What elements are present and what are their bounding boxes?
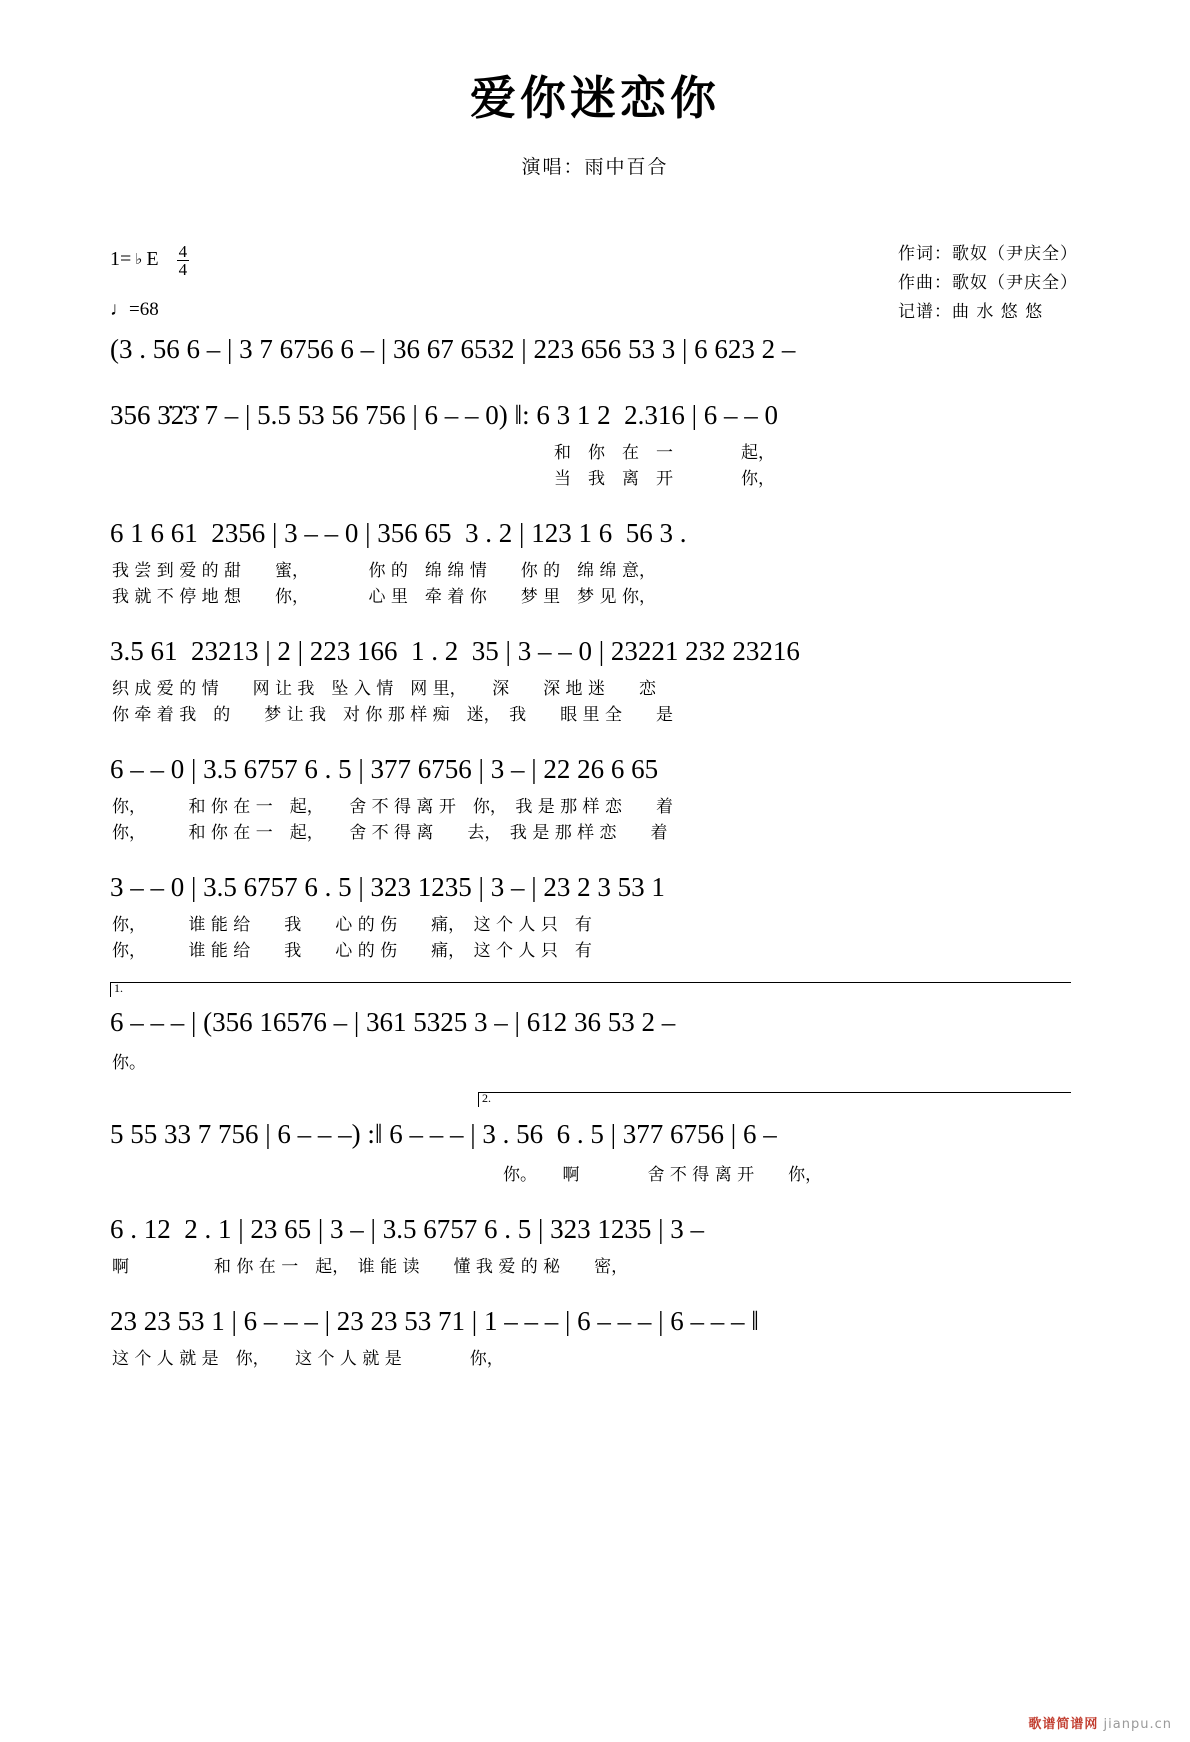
lyric-line-2: 你 牵 着 我 的 梦 让 我 对 你 那 样 痴 迷， 我 眼 里 全 是: [112, 705, 673, 725]
time-signature: [177, 243, 190, 278]
notation-line: 23 23 53 1 | 6 – – – | 23 23 53 71 | 1 – – – | 6 – – – | 6 – – – ‖: [110, 1305, 759, 1336]
music-system-8: [0, 1092, 1190, 1204]
lyric-line-1: 你， 和 你 在 一 起， 舍 不 得 离 开 你， 我 是 那 样 恋 着: [112, 797, 673, 817]
key-tempo-block: [110, 242, 189, 321]
music-system-3: [0, 508, 1190, 626]
credit-transcriber: 记谱：曲 水 悠 悠: [898, 302, 1044, 323]
singer-line: 演唱：雨中百合: [521, 156, 669, 178]
notation-line: 6 . 12 2 . 1 | 23 65 | 3 – | 3.5 6757 6 . 5 | 323 1235 | 3 –: [110, 1213, 705, 1244]
watermark-text: 歌谱简谱网: [1028, 1717, 1099, 1732]
notation-line: 6 1 6 61 2356 | 3 – – 0 | 356 65 3 . 2 | 123 1 6 56 3 .: [110, 517, 687, 548]
volta-label-1: 1.: [114, 981, 123, 995]
credits-block: [898, 240, 1078, 328]
system-spacer: [110, 610, 1080, 626]
lyric-line-2: 当 我 离 开 你，: [112, 469, 775, 489]
credit-lyricist: 作词：歌奴（尹庆全）: [898, 244, 1078, 264]
notation-line: (3 . 56 6 – | 3 7 6756 6 – | 36 67 6532 | 223 656 53 3 | 6 623 2 –: [110, 333, 796, 364]
lyric-line-1: 这 个 人 就 是 你， 这 个 人 就 是 你，: [112, 1349, 504, 1369]
music-system-6: [0, 862, 1190, 980]
notation-line: 3 – – 0 | 3.5 6757 6 . 5 | 323 1235 | 3 – | 23 2 3 53 1: [110, 871, 665, 902]
volta-bracket-1: [110, 982, 1071, 997]
watermark: [1028, 1713, 1172, 1732]
credit-composer: 作曲：歌奴（尹庆全）: [898, 273, 1078, 294]
page-title: 爱你迷恋你: [470, 71, 720, 125]
flat-icon: ♭: [135, 252, 143, 268]
music-system-1: [0, 324, 1190, 390]
music-system-7: [0, 980, 1190, 1092]
lyric-line-2: 你， 谁 能 给 我 心 的 伤 痛， 这 个 人 只 有: [112, 941, 592, 961]
system-spacer: [110, 374, 1080, 390]
time-signature-numerator: 4: [178, 242, 188, 261]
notation-line: 5 55 33 7 756 | 6 – – –) :‖ 6 – – – | 3 . 56 6 . 5 | 377 6756 | 6 –: [110, 1118, 777, 1149]
time-signature-denominator: 4: [178, 260, 188, 279]
music-system-5: [0, 744, 1190, 862]
volta-bracket-2: [478, 1092, 1071, 1107]
notation-line: 6 – – – | (356 16576 – | 361 5325 3 – | 612 36 53 2 –: [110, 1006, 676, 1037]
system-spacer: [110, 492, 1080, 508]
lyric-line-1: 啊 和 你 在 一 起， 谁 能 读 懂 我 爱 的 秘 密，: [112, 1257, 629, 1277]
system-spacer: [110, 1280, 1080, 1296]
notation-line: 6 – – 0 | 3.5 6757 6 . 5 | 377 6756 | 3 – | 22 26 6 65: [110, 753, 659, 784]
lyric-line-1: 我 尝 到 爱 的 甜 蜜， 你 的 绵 绵 情 你 的 绵 绵 意，: [112, 561, 656, 581]
music-system-10: [0, 1296, 1190, 1372]
volta-label-2: 2.: [482, 1091, 491, 1105]
music-system-2: [0, 390, 1190, 508]
tempo-marking: ♩=68: [110, 299, 159, 320]
lyric-line-1: 织 成 爱 的 情 网 让 我 坠 入 情 网 里， 深 深 地 迷 恋: [112, 679, 656, 699]
system-spacer: [110, 846, 1080, 862]
system-spacer: [110, 728, 1080, 744]
watermark-url: jianpu.cn: [1103, 1717, 1172, 1732]
music-system-4: [0, 626, 1190, 744]
lyric-line-2: 你， 和 你 在 一 起， 舍 不 得 离 去， 我 是 那 样 恋 着: [112, 823, 668, 843]
system-spacer: [110, 1076, 1080, 1092]
lyric-line-1: 和 你 在 一 起，: [112, 443, 775, 463]
notation-line: 356 3̇2̇3̇ 7 – | 5.5 53 56 756 | 6 – – 0) ‖: 6 3 1 2 2.316 | 6 – – 0: [110, 399, 779, 430]
music-system-9: [0, 1204, 1190, 1296]
lyric-line-1: 你。: [112, 1053, 146, 1073]
key-name: E: [146, 248, 159, 270]
sheet-music-page: [0, 62, 1190, 1742]
key-label: 1=: [110, 248, 132, 270]
lyric-line-1: 你。 啊 舍 不 得 离 开 你，: [112, 1165, 823, 1185]
system-spacer: [110, 1188, 1080, 1204]
key-signature: [110, 242, 189, 277]
notation-line: 3.5 61 23213 | 2 | 223 166 1 . 2 35 | 3 – – 0 | 23221 232 23216: [110, 635, 800, 666]
score-body: [0, 324, 1190, 1372]
lyric-line-1: 你， 谁 能 给 我 心 的 伤 痛， 这 个 人 只 有: [112, 915, 592, 935]
system-spacer: [110, 964, 1080, 980]
lyric-line-2: 我 就 不 停 地 想 你， 心 里 牵 着 你 梦 里 梦 见 你，: [112, 587, 656, 607]
